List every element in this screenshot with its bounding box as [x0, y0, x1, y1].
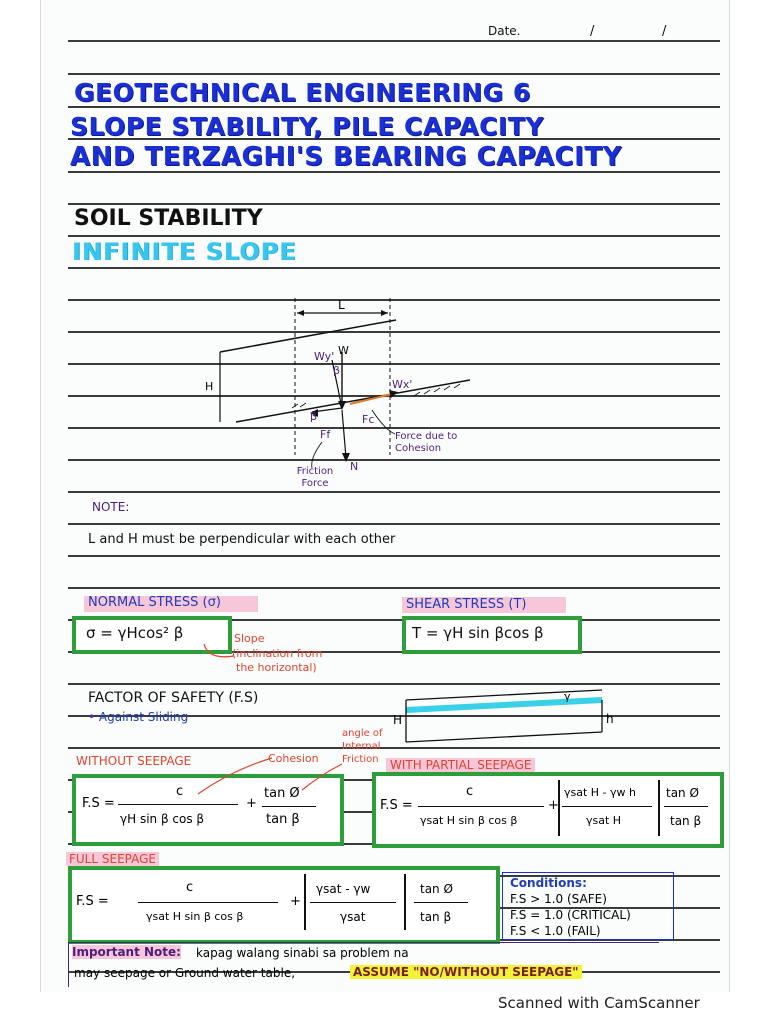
diagram-label-N: N	[350, 460, 359, 473]
fraction-bar	[418, 806, 544, 807]
fraction-numerator: c	[176, 784, 184, 799]
title-line-3: AND TERZAGHI'S BEARING CAPACITY	[70, 142, 622, 172]
section-subheading: INFINITE SLOPE	[72, 238, 297, 266]
full-seepage-box	[68, 866, 500, 944]
condition-safe: F.S > 1.0 (SAFE)	[510, 892, 607, 906]
slope-note: Slope	[234, 632, 265, 645]
slope-pointer	[200, 640, 240, 664]
normal-stress-label: NORMAL STRESS (σ)	[88, 595, 221, 610]
important-note-text: may seepage or Ground water table,	[74, 966, 296, 980]
ruled-line	[68, 587, 720, 589]
ruled-line	[68, 523, 720, 525]
fraction-denominator: γsat H sin β cos β	[146, 910, 244, 923]
ruled-line	[68, 203, 720, 205]
fraction-bar	[414, 902, 468, 903]
fraction-numerator: γsat - γw	[316, 882, 371, 896]
fraction-denominator: γsat H	[586, 814, 622, 827]
against-sliding: • Against Sliding	[88, 710, 189, 724]
friction-force-label: Friction Force	[296, 466, 334, 489]
ruled-line	[68, 40, 720, 42]
seepage-label-h: h	[606, 712, 614, 726]
fs-equals: F.S =	[76, 894, 109, 909]
ruled-line	[68, 747, 720, 749]
angle-note: Friction	[342, 754, 379, 765]
ruled-line	[68, 267, 720, 269]
title-line-1: GEOTECHNICAL ENGINEERING 6	[74, 78, 531, 107]
angle-note: angle of	[342, 728, 383, 739]
fraction-denominator: γsat	[340, 910, 366, 924]
normal-stress-formula: σ = γHcos² β	[86, 624, 184, 642]
scanner-watermark: Scanned with CamScanner	[498, 994, 700, 1012]
fs-equals: F.S =	[82, 796, 115, 811]
fs-equals: F.S =	[380, 798, 413, 813]
fraction-denominator: tan β	[266, 812, 300, 827]
plus-sign: +	[290, 894, 301, 909]
fraction-bar	[262, 806, 316, 807]
section-heading: SOIL STABILITY	[74, 206, 263, 231]
shear-stress-formula: T = γH sin βcos β	[412, 624, 544, 642]
fraction-numerator: c	[186, 880, 194, 895]
fraction-numerator: tan Ø	[420, 882, 453, 896]
date-label: Date.	[488, 24, 521, 38]
force-cohesion-label: Force due to Cohesion	[395, 431, 458, 454]
cohesion-note: Cohesion	[268, 752, 319, 765]
important-note-text: kapag walang sinabi sa problem na	[196, 946, 409, 960]
full-seepage-label: FULL SEEPAGE	[66, 852, 159, 866]
diagram-label-H: H	[205, 380, 214, 393]
note-text: L and H must be perpendicular with each other	[88, 532, 396, 547]
title-line-2: SLOPE STABILITY, PILE CAPACITY	[70, 112, 544, 141]
diagram-label-Wy: Wy'	[314, 350, 335, 363]
diagram-label-Fc: Fc	[362, 413, 375, 426]
date-slash: /	[662, 24, 667, 39]
condition-critical: F.S = 1.0 (CRITICAL)	[510, 908, 631, 922]
fs-label: FACTOR OF SAFETY (F.S)	[88, 690, 259, 706]
plus-sign: +	[548, 798, 559, 813]
seepage-label-H: H	[393, 713, 403, 727]
ruled-line	[68, 235, 720, 237]
slope-note: (inclination from	[232, 647, 323, 660]
plus-sign: +	[246, 796, 257, 811]
fraction-bar	[138, 902, 278, 903]
date-slash: /	[590, 24, 595, 39]
partial-seepage-label: WITH PARTIAL SEEPAGE	[386, 758, 535, 772]
fraction-numerator: γsat H - γw h	[564, 786, 636, 799]
fraction-bar	[562, 806, 652, 807]
ruled-line	[68, 555, 720, 557]
diagram-label-L: L	[338, 298, 345, 312]
fraction-denominator: γH sin β cos β	[120, 812, 205, 826]
ruled-line	[68, 683, 720, 685]
seepage-label-gamma: γ	[564, 690, 571, 703]
diagram-label-W: W	[338, 344, 349, 357]
fraction-numerator: tan Ø	[264, 786, 300, 801]
note-label: NOTE:	[92, 500, 130, 514]
ruled-line	[68, 491, 720, 493]
condition-fail: F.S < 1.0 (FAIL)	[510, 924, 601, 938]
slope-note: the horizontal)	[236, 661, 317, 674]
shear-stress-label: SHEAR STRESS (T)	[406, 597, 527, 612]
seepage-diagram	[392, 686, 632, 746]
diagram-label-beta-base: β	[310, 410, 318, 423]
fraction-denominator: tan β	[670, 814, 702, 828]
fraction-bar	[118, 804, 238, 805]
diagram-label-Ff: Ff	[320, 428, 331, 441]
annotation-arrows	[192, 754, 372, 796]
important-note-label: Important Note:	[72, 945, 181, 959]
fraction-numerator: tan Ø	[666, 786, 699, 800]
assume-highlight: ASSUME "NO/WITHOUT SEEPAGE"	[350, 965, 582, 979]
conditions-title: Conditions:	[510, 876, 587, 890]
fraction-bar	[310, 902, 396, 903]
diagram-label-Wx: Wx'	[392, 378, 413, 391]
angle-note: Internal	[342, 741, 381, 752]
fraction-numerator: c	[466, 784, 474, 799]
fraction-denominator: γsat H sin β cos β	[420, 814, 518, 827]
ruled-line	[68, 73, 720, 75]
without-seepage-label: WITHOUT SEEPAGE	[76, 754, 192, 768]
fraction-bar	[664, 806, 708, 807]
fraction-denominator: tan β	[420, 910, 452, 924]
diagram-label-beta: β	[333, 364, 341, 377]
